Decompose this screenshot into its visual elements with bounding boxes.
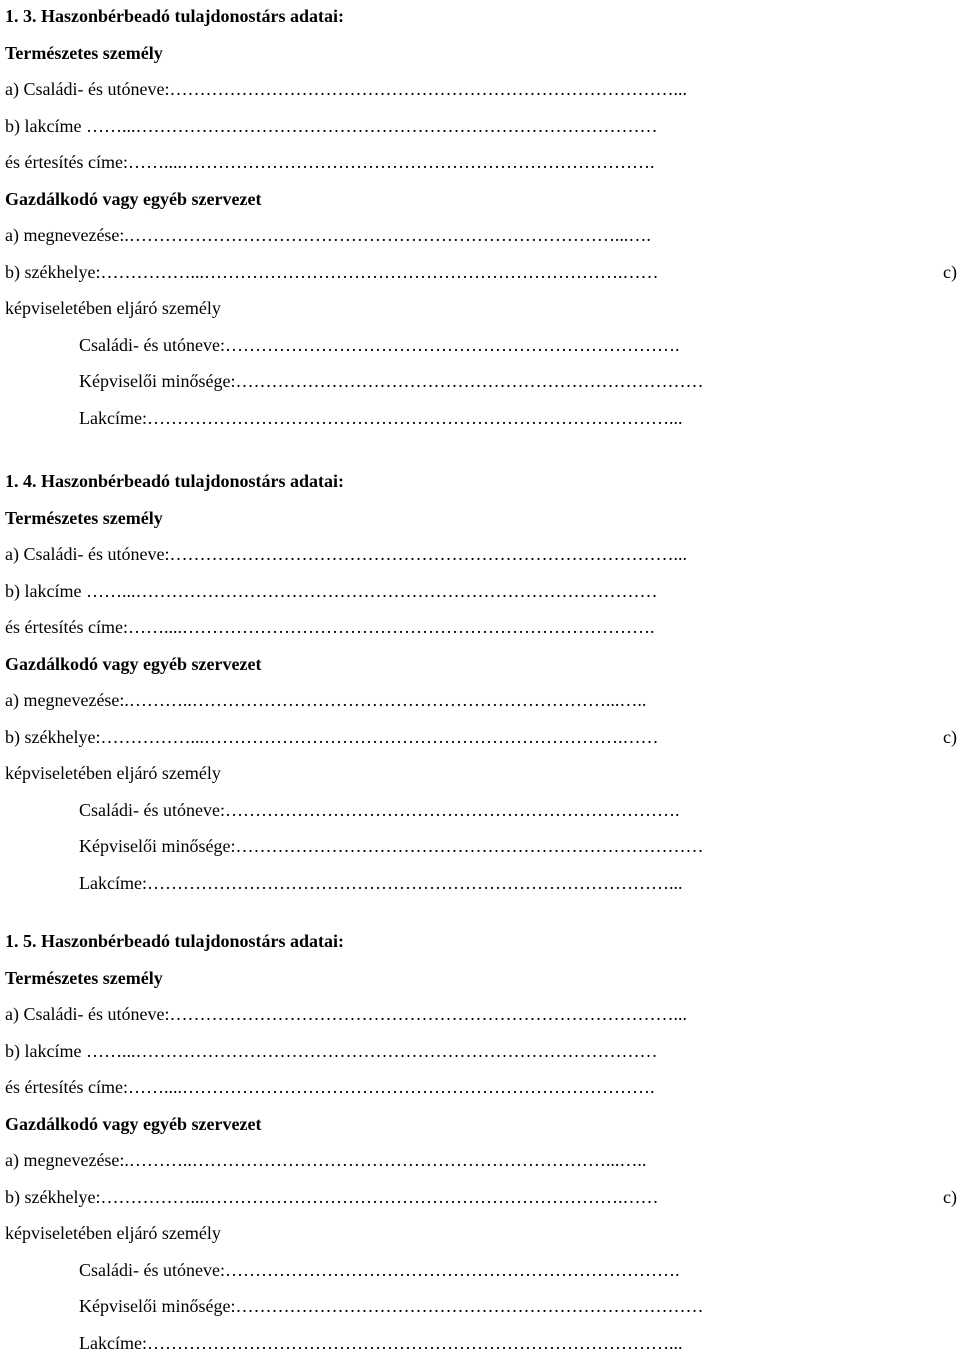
representative-heading: képviseletében eljáró személy (5, 290, 957, 327)
seat-field-row (5, 719, 957, 756)
representative-role-field: Képviselői minősége:…………………………………………………………………… (5, 363, 957, 400)
seat-suffix: c) (943, 719, 957, 755)
section-heading: 1. 5. Haszonbérbeadó tulajdonostárs adatai: (5, 923, 957, 960)
seat-field: b) székhelye:……………...…………………………………………………………….…… (5, 262, 658, 282)
notification-address-field: és értesítés címe:……....……………………………………………………………………. (5, 144, 957, 181)
natural-person-heading: Természetes személy (5, 500, 957, 537)
owner-section-1-5 (5, 923, 957, 1361)
seat-field-row (5, 1179, 957, 1216)
seat-field-row (5, 254, 957, 291)
organization-heading: Gazdálkodó vagy egyéb szervezet (5, 1106, 957, 1143)
section-heading: 1. 3. Haszonbérbeadó tulajdonostárs adatai: (5, 0, 957, 35)
seat-field: b) székhelye:……………...…………………………………………………………….…… (5, 727, 658, 747)
owner-section-1-4 (5, 463, 957, 901)
address-field: b) lakcíme ……...…………………………………………………………………………… (5, 1033, 957, 1070)
organization-heading: Gazdálkodó vagy egyéb szervezet (5, 646, 957, 683)
natural-person-heading: Természetes személy (5, 960, 957, 997)
section-heading: 1. 4. Haszonbérbeadó tulajdonostárs adatai: (5, 463, 957, 500)
representative-address-field: Lakcíme:……………………………………………………………………………... (5, 1325, 957, 1361)
notification-address-field: és értesítés címe:……....……………………………………………………………………. (5, 609, 957, 646)
representative-address-field: Lakcíme:……………………………………………………………………………... (5, 400, 957, 437)
representative-name-field: Családi- és utóneve:…………………………………………………………………. (5, 327, 957, 364)
representative-role-field: Képviselői minősége:…………………………………………………………………… (5, 1288, 957, 1325)
representative-heading: képviseletében eljáró személy (5, 1215, 957, 1252)
owner-section-1-3 (5, 0, 957, 436)
organization-heading: Gazdálkodó vagy egyéb szervezet (5, 181, 957, 218)
seat-suffix: c) (943, 254, 957, 290)
representative-heading: képviseletében eljáró személy (5, 755, 957, 792)
organization-name-field: a) megnevezése:.………..……………………………………………………………...….. (5, 682, 957, 719)
representative-role-field: Képviselői minősége:…………………………………………………………………… (5, 828, 957, 865)
seat-field: b) székhelye:……………...…………………………………………………………….…… (5, 1187, 658, 1207)
address-field: b) lakcíme ……...…………………………………………………………………………… (5, 108, 957, 145)
organization-name-field: a) megnevezése:.………..……………………………………………………………...….. (5, 1142, 957, 1179)
organization-name-field: a) megnevezése:.………………………………………………………………………...…. (5, 217, 957, 254)
representative-name-field: Családi- és utóneve:…………………………………………………………………. (5, 792, 957, 829)
notification-address-field: és értesítés címe:……....……………………………………………………………………. (5, 1069, 957, 1106)
name-field: a) Családi- és utóneve:…………………………………………………………………………... (5, 996, 957, 1033)
name-field: a) Családi- és utóneve:…………………………………………………………………………... (5, 536, 957, 573)
representative-address-field: Lakcíme:……………………………………………………………………………... (5, 865, 957, 902)
seat-suffix: c) (943, 1179, 957, 1215)
name-field: a) Családi- és utóneve:…………………………………………………………………………... (5, 71, 957, 108)
representative-name-field: Családi- és utóneve:…………………………………………………………………. (5, 1252, 957, 1289)
address-field: b) lakcíme ……...…………………………………………………………………………… (5, 573, 957, 610)
natural-person-heading: Természetes személy (5, 35, 957, 72)
